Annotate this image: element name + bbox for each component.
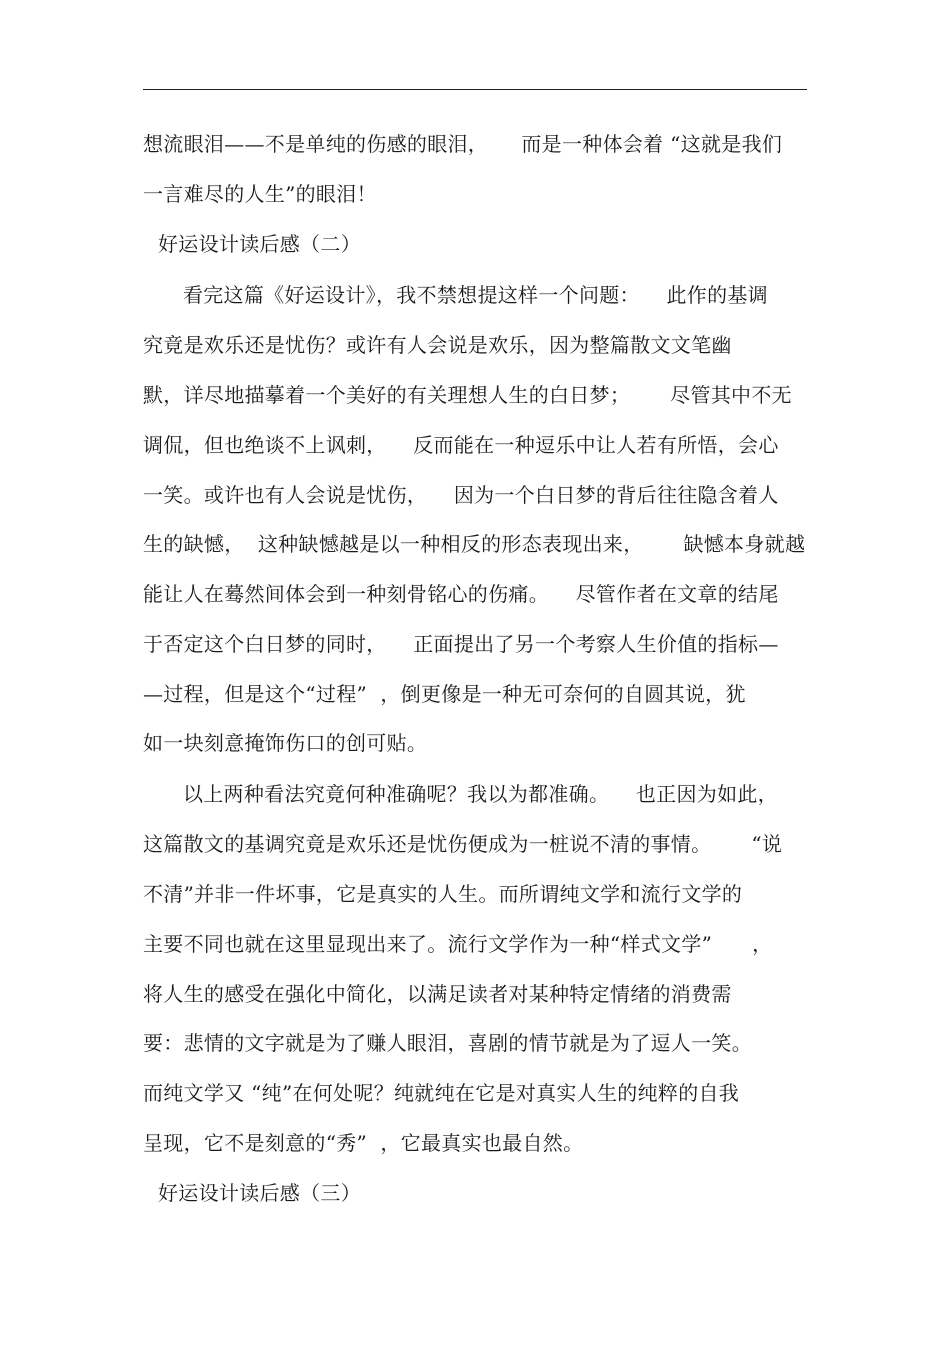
body-line: 一言难尽的人生”的眼泪！ (143, 182, 377, 206)
body-line: 一笑。或许也有人会说是忧伤， 因为一个白日梦的背后往往隐含着人 (143, 483, 779, 507)
body-line: —过程，但是这个“过程” ，倒更像是一种无可奈何的自圆其说，犹 (143, 682, 746, 706)
header-rule (143, 89, 807, 90)
body-line: 默，详尽地描摹着一个美好的有关理想人生的白日梦； 尽管其中不无 (143, 383, 792, 407)
body-line: 究竟是欢乐还是忧伤？或许有人会说是欢乐，因为整篇散文文笔幽 (143, 333, 732, 357)
section-heading: 好运设计读后感（三） (158, 1181, 361, 1205)
section-heading: 好运设计读后感（二） (158, 232, 361, 256)
body-line: 这篇散文的基调究竟是欢乐还是忧伤便成为一桩说不清的事情。 “说 (143, 832, 783, 856)
body-line: 呈现，它不是刻意的“秀” ，它最真实也最自然。 (143, 1131, 584, 1155)
body-line: 而纯文学又 “纯”在何处呢？纯就纯在它是对真实人生的纯粹的自我 (143, 1081, 740, 1105)
body-line: 以上两种看法究竟何种准确呢？我以为都准确。 也正因为如此， (143, 782, 778, 806)
body-line: 生的缺憾， 这种缺憾越是以一种相反的形态表现出来， 缺憾本身就越 (143, 532, 806, 556)
body-line: 不清”并非一件坏事，它是真实的人生。而所谓纯文学和流行文学的 (143, 882, 743, 906)
body-line: 要：悲情的文字就是为了赚人眼泪，喜剧的情节就是为了逗人一笑。 (143, 1031, 752, 1055)
body-line: 于否定这个白日梦的同时， 正面提出了另一个考察人生价值的指标— (143, 632, 779, 656)
body-line: 主要不同也就在这里显现出来了。流行文学作为一种“样式文学” ， (143, 932, 773, 956)
body-line: 将人生的感受在强化中简化，以满足读者对某种特定情绪的消费需 (143, 982, 732, 1006)
body-line: 看完这篇《好运设计》，我不禁想提这样一个问题： 此作的基调 (143, 283, 768, 307)
body-line: 想流眼泪——不是单纯的伤感的眼泪， 而是一种体会着 “这就是我们 (143, 132, 783, 156)
body-line: 能让人在蓦然间体会到一种刻骨铭心的伤痛。 尽管作者在文章的结尾 (143, 582, 779, 606)
body-line: 调侃，但也绝谈不上讽刺， 反而能在一种逗乐中让人若有所悟，会心 (143, 433, 779, 457)
body-line: 如一块刻意掩饰伤口的创可贴。 (143, 731, 428, 755)
